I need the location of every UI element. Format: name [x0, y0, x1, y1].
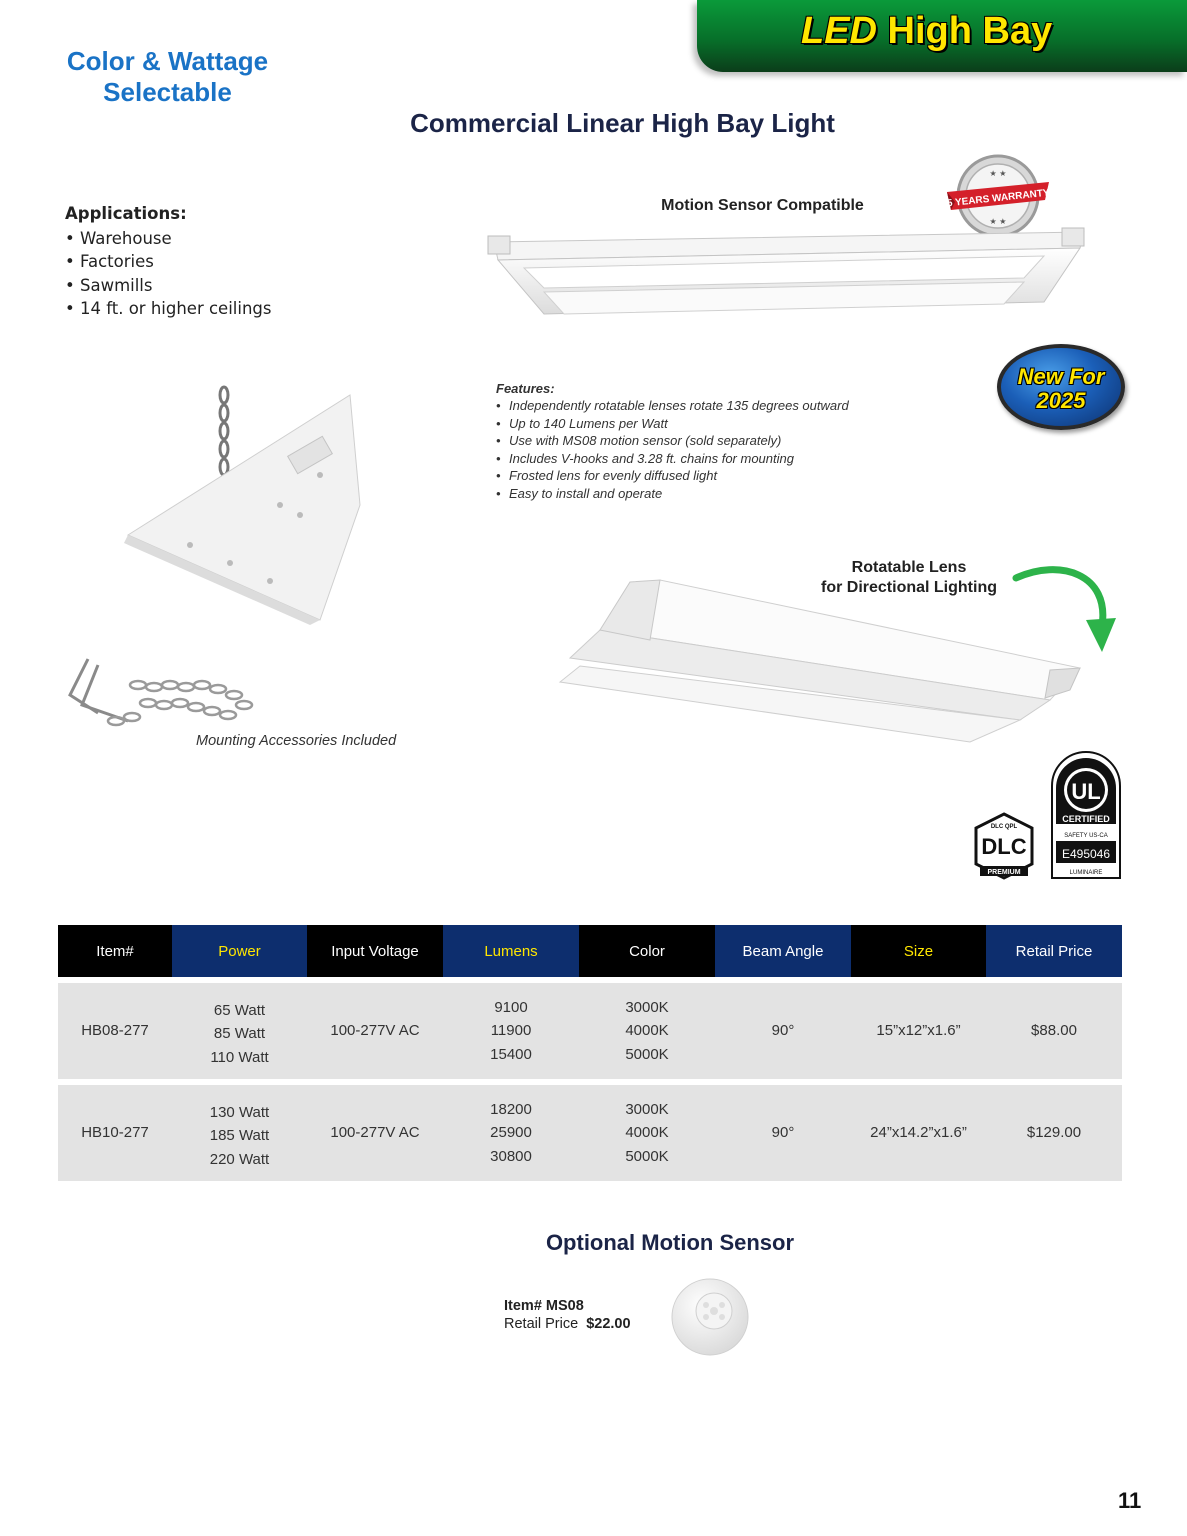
header-color: Color	[579, 925, 715, 977]
cell-voltage: 100-277V AC	[307, 983, 443, 1079]
cell-price: $129.00	[986, 1085, 1122, 1181]
color-value: 3000K	[625, 1100, 669, 1118]
dlc-main-text: DLC	[981, 834, 1027, 859]
svg-text:★ ★: ★ ★	[989, 217, 1007, 226]
power-value: 220 Watt	[209, 1150, 270, 1168]
page-number: 11	[1118, 1488, 1142, 1513]
header-retail-price: Retail Price	[986, 925, 1122, 977]
cell-voltage: 100-277V AC	[307, 1085, 443, 1181]
cell-item: HB10-277	[58, 1085, 172, 1181]
features-heading: Features:	[496, 381, 555, 396]
new-for-2025-badge	[997, 344, 1125, 430]
motion-sensor-image	[668, 1275, 752, 1359]
applications-heading: Applications:	[65, 204, 187, 223]
feature-item: • Use with MS08 motion sensor (sold separately)	[496, 432, 849, 450]
lumens-value: 18200	[490, 1100, 532, 1118]
banner-title-rest: High Bay	[877, 10, 1053, 52]
cell-beam-angle: 90°	[715, 1085, 851, 1181]
power-value: 185 Watt	[209, 1127, 270, 1145]
motion-sensor-callout: Motion Sensor Compatible	[661, 197, 864, 214]
new-badge-line-1: New For	[1017, 364, 1105, 389]
color-value: 4000K	[625, 1124, 669, 1142]
cell-color	[579, 983, 715, 1079]
cell-lumens	[443, 1085, 579, 1181]
cell-lumens	[443, 983, 579, 1079]
header-lumens: Lumens	[443, 925, 579, 977]
rotatable-line-1: Rotatable Lens	[851, 559, 967, 576]
selectable-line-1: Color & Wattage	[66, 46, 269, 76]
ul-certified-text: CERTIFIED	[1062, 814, 1110, 824]
svg-text:UL: UL	[1071, 779, 1101, 804]
cell-size: 15”x12”x1.6”	[851, 983, 986, 1079]
power-value: 130 Watt	[209, 1103, 270, 1121]
application-item: • Sawmills	[65, 274, 271, 297]
dlc-premium-logo	[972, 812, 1036, 880]
application-item: • 14 ft. or higher ceilings	[65, 297, 271, 320]
header-item: Item#	[58, 925, 172, 977]
ul-number-text: E495046	[1061, 847, 1111, 861]
cell-power	[172, 983, 307, 1079]
ul-luminaire-text: LUMINAIRE	[1069, 870, 1103, 876]
dlc-bottom-text: PREMIUM	[987, 869, 1021, 876]
header-size: Size	[851, 925, 986, 977]
color-value: 5000K	[625, 1147, 669, 1165]
header-power: Power	[172, 925, 307, 977]
header-input-voltage: Input Voltage	[307, 925, 443, 977]
table-row	[58, 983, 1122, 1079]
sensor-price-label: Retail Price	[504, 1316, 579, 1332]
lumens-value: 11900	[490, 1022, 532, 1040]
color-value: 3000K	[625, 998, 669, 1016]
cell-beam-angle: 90°	[715, 983, 851, 1079]
cell-size: 24”x14.2”x1.6”	[851, 1085, 986, 1181]
feature-item: • Includes V-hooks and 3.28 ft. chains for mounting	[496, 450, 849, 468]
rotatable-line-2: for Directional Lighting	[821, 579, 997, 596]
applications-list	[65, 204, 271, 320]
new-badge-line-2: 2025	[1036, 388, 1086, 413]
warranty-seal-text: 5 YEARS WARRANTY	[946, 187, 1051, 210]
lumens-value: 15400	[490, 1045, 532, 1063]
cell-price: $88.00	[986, 983, 1122, 1079]
power-value: 85 Watt	[213, 1025, 266, 1043]
banner-title-led: LED	[801, 10, 877, 52]
mounting-caption: Mounting Accessories Included	[196, 733, 397, 749]
application-item: • Warehouse	[65, 227, 271, 250]
header-beam-angle: Beam Angle	[715, 925, 851, 977]
selectable-line-2: Selectable	[103, 77, 232, 107]
page-title: Commercial Linear High Bay Light	[410, 108, 835, 138]
feature-item: • Easy to install and operate	[496, 485, 849, 503]
application-item: • Factories	[65, 250, 271, 273]
sensor-price-value: $22.00	[586, 1316, 631, 1332]
header-banner	[697, 0, 1187, 72]
dlc-top-text: DLC QPL	[990, 824, 1018, 830]
lumens-value: 9100	[494, 998, 528, 1016]
svg-text:★ ★: ★ ★	[989, 169, 1007, 178]
power-value: 110 Watt	[210, 1048, 269, 1066]
sensor-item-number: Item# MS08	[504, 1298, 584, 1314]
selectable-heading	[40, 46, 295, 108]
ul-certified-logo	[1050, 750, 1122, 880]
sensor-info	[504, 1297, 631, 1333]
rotatable-fixture-image	[540, 570, 1085, 745]
cell-color	[579, 1085, 715, 1181]
cell-power	[172, 1085, 307, 1181]
linear-fixture-image	[484, 222, 1088, 334]
feature-item: • Frosted lens for evenly diffused light	[496, 467, 849, 485]
mounting-chains-image	[58, 655, 263, 735]
color-value: 5000K	[625, 1045, 669, 1063]
power-value: 65 Watt	[213, 1001, 266, 1019]
optional-sensor-title: Optional Motion Sensor	[545, 1230, 795, 1255]
table-header-row	[58, 925, 1122, 977]
sensor-price-line	[504, 1315, 631, 1333]
feature-item: • Up to 140 Lumens per Watt	[496, 415, 849, 433]
lumens-value: 25900	[490, 1124, 532, 1142]
color-value: 4000K	[625, 1022, 669, 1040]
feature-item: • Independently rotatable lenses rotate 135 degrees outward	[496, 397, 849, 415]
cell-item: HB08-277	[58, 983, 172, 1079]
features-list	[496, 380, 849, 502]
spec-table	[58, 925, 1122, 1181]
banner-title	[801, 10, 1052, 53]
ul-safety-text: SAFETY US-CA	[1064, 833, 1108, 839]
hanging-fixture-image	[120, 385, 370, 625]
lumens-value: 30800	[490, 1147, 532, 1165]
table-row	[58, 1085, 1122, 1181]
